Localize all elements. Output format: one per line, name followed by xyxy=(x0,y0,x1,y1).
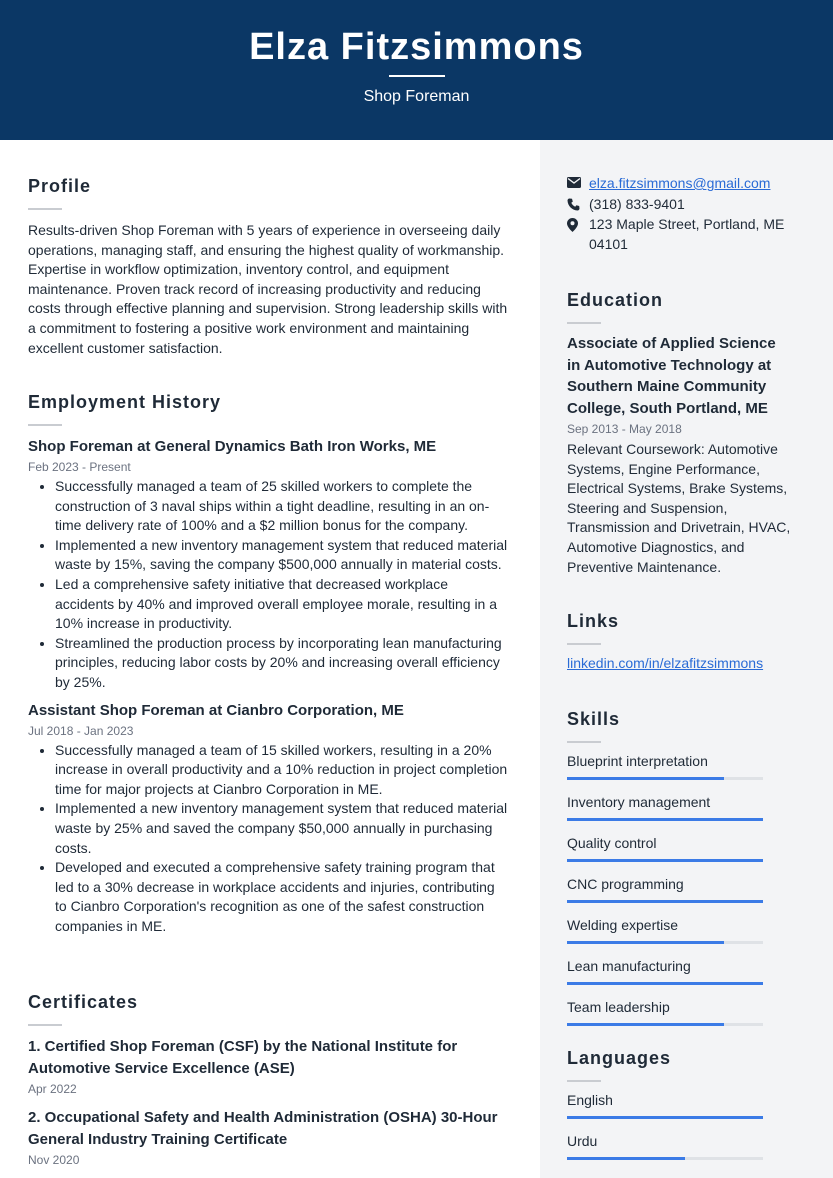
languages-list xyxy=(567,1091,797,1160)
contact-address xyxy=(567,215,797,254)
job-title: Assistant Shop Foreman at Cianbro Corporation, ME xyxy=(28,701,404,719)
education-details: Relevant Coursework: Automotive Systems, Engine Performance, Electrical Systems, Brake Systems, Steering and Suspension, Transmission and Drivetrain, HVAC, Automotive Diagnostics, and Preventive Maintenance. xyxy=(567,441,791,575)
certificates-heading: Certificates xyxy=(28,992,139,1012)
contact-email xyxy=(567,174,797,194)
skill-item-level-fill xyxy=(567,859,763,862)
sidebar xyxy=(540,140,833,1178)
skill-item xyxy=(567,875,797,903)
education-heading: Education xyxy=(567,290,664,310)
skill-item-label: CNC programming xyxy=(567,876,684,892)
skills-list xyxy=(567,752,797,1026)
education-section xyxy=(567,290,797,577)
contact-phone xyxy=(567,195,797,215)
contact-section xyxy=(567,174,797,255)
job-entry xyxy=(28,437,508,693)
certificate-title: 1. Certified Shop Foreman (CSF) by the National Institute for Automotive Service Excellence (ASE) xyxy=(28,1038,458,1077)
skill-item-label: Lean manufacturing xyxy=(567,958,691,974)
resume-header xyxy=(0,0,833,140)
section-divider xyxy=(567,1080,601,1082)
job-dates: Jul 2018 - Jan 2023 xyxy=(28,723,134,738)
profile-heading: Profile xyxy=(28,176,92,196)
skill-item-level-fill xyxy=(567,1023,724,1026)
skill-item-label: Welding expertise xyxy=(567,917,679,933)
envelope-icon xyxy=(567,174,589,188)
list-item: • Implemented a new inventory management system that reduced material waste by 25% and saved the company $50,000 annually in purchasing costs. xyxy=(55,799,508,858)
email-link[interactable]: elza.fitzsimmons@gmail.com xyxy=(589,175,771,191)
language-item-label: Urdu xyxy=(567,1133,598,1149)
employment-heading: Employment History xyxy=(28,392,222,412)
header-divider xyxy=(389,75,445,77)
language-item-level-fill xyxy=(567,1116,763,1119)
list-item: • Implemented a new inventory management system that reduced material waste by 15%, saving the company $500,000 annually in material costs. xyxy=(55,536,508,575)
languages-section xyxy=(567,1048,797,1173)
phone-icon xyxy=(567,195,589,211)
section-divider xyxy=(567,322,601,324)
employment-section xyxy=(28,392,508,936)
skill-item-label: Inventory management xyxy=(567,794,711,810)
candidate-name: Elza Fitzsimmons xyxy=(249,26,584,68)
address-text: 123 Maple Street, Portland, ME 04101 xyxy=(589,216,785,252)
job-title: Shop Foreman at General Dynamics Bath Iron Works, ME xyxy=(28,438,437,455)
skill-item-label: Quality control xyxy=(567,835,657,851)
degree-title: Associate of Applied Science in Automotive Technology at Southern Maine Community College, South Portland, ME xyxy=(567,335,776,417)
section-divider xyxy=(567,741,601,743)
section-divider xyxy=(28,424,62,426)
language-item-label: English xyxy=(567,1092,613,1108)
skill-item xyxy=(567,957,797,985)
list-item: • Led a comprehensive safety initiative that decreased workplace accidents by 40% and improved overall employee morale, resulting in a 10% increase in productivity. xyxy=(55,575,508,634)
linkedin-link[interactable]: linkedin.com/in/elzafitzsimmons xyxy=(567,655,764,671)
education-dates: Sep 2013 - May 2018 xyxy=(567,422,682,436)
skill-item-level-fill xyxy=(567,818,763,821)
language-item xyxy=(567,1132,797,1160)
skill-item-level-fill xyxy=(567,777,724,780)
map-pin-icon xyxy=(567,215,589,232)
links-section xyxy=(567,611,797,674)
section-divider xyxy=(28,208,62,210)
skills-section xyxy=(567,709,797,1039)
language-item xyxy=(567,1091,797,1119)
list-item: • Successfully managed a team of 25 skilled workers to complete the construction of 3 naval ships within a tight deadline, resulting in an on-time delivery rate of 100% and a $2 million bonus for the company. xyxy=(55,477,508,536)
skill-item-label: Team leadership xyxy=(567,999,670,1015)
links-heading: Links xyxy=(567,611,620,631)
skill-item-level-bar xyxy=(567,982,763,985)
certificate-entry xyxy=(28,1107,508,1168)
language-item-level-bar xyxy=(567,1116,763,1119)
job-bullets xyxy=(28,741,508,937)
skill-item xyxy=(567,752,797,780)
languages-heading: Languages xyxy=(567,1048,672,1068)
skill-item xyxy=(567,916,797,944)
section-divider xyxy=(567,643,601,645)
certificate-title: 2. Occupational Safety and Health Administration (OSHA) 30-Hour General Industry Training Certificate xyxy=(28,1109,498,1148)
skill-item-level-bar xyxy=(567,859,763,862)
profile-text: Results-driven Shop Foreman with 5 years of experience in overseeing daily operations, managing staff, and ensuring the highest quality of workmanship. Expertise in workflow optimization, inventory control, and equipment maintenance. Proven track record of increasing productivity and reducing costs through effective planning and supervision. Strong leadership skills with a commitment to fostering a positive work environment and maintaining excellent customer satisfaction. xyxy=(28,222,508,356)
job-dates: Feb 2023 - Present xyxy=(28,460,131,474)
skill-item-level-bar xyxy=(567,1023,763,1026)
candidate-role: Shop Foreman xyxy=(363,88,470,105)
job-entry xyxy=(28,701,508,937)
skill-item xyxy=(567,998,797,1026)
skill-item xyxy=(567,793,797,821)
certificates-section xyxy=(28,992,508,1168)
skill-item-level-fill xyxy=(567,900,763,903)
list-item: • Developed and executed a comprehensive safety training program that led to a 30% decrease in workplace accidents and injuries, contributing to Cianbro Corporation's recognition as one of the safest construction companies in ME. xyxy=(55,858,508,936)
skill-item-level-bar xyxy=(567,818,763,821)
certificate-entry xyxy=(28,1036,508,1097)
skill-item xyxy=(567,834,797,862)
list-item: • Successfully managed a team of 15 skilled workers, resulting in a 20% increase in overall productivity and a 10% reduction in project completion time for major projects at Cianbro Corporation in ME. xyxy=(55,741,508,800)
language-item-level-fill xyxy=(567,1157,685,1160)
skills-heading: Skills xyxy=(567,709,621,729)
section-divider xyxy=(28,1024,62,1026)
language-item-level-bar xyxy=(567,1157,763,1160)
skill-item-level-bar xyxy=(567,777,763,780)
certificate-date: Apr 2022 xyxy=(28,1082,77,1096)
profile-section xyxy=(28,176,508,358)
list-item: • Streamlined the production process by incorporating lean manufacturing principles, reducing labor costs by 20% and increasing overall efficiency by 25%. xyxy=(55,634,508,693)
skill-item-level-bar xyxy=(567,941,763,944)
skill-item-level-fill xyxy=(567,941,724,944)
job-bullets xyxy=(28,477,508,693)
skill-item-level-fill xyxy=(567,982,763,985)
certificate-date: Nov 2020 xyxy=(28,1153,80,1167)
skill-item-level-bar xyxy=(567,900,763,903)
phone-number: (318) 833-9401 xyxy=(589,195,685,212)
skill-item-label: Blueprint interpretation xyxy=(567,753,708,769)
